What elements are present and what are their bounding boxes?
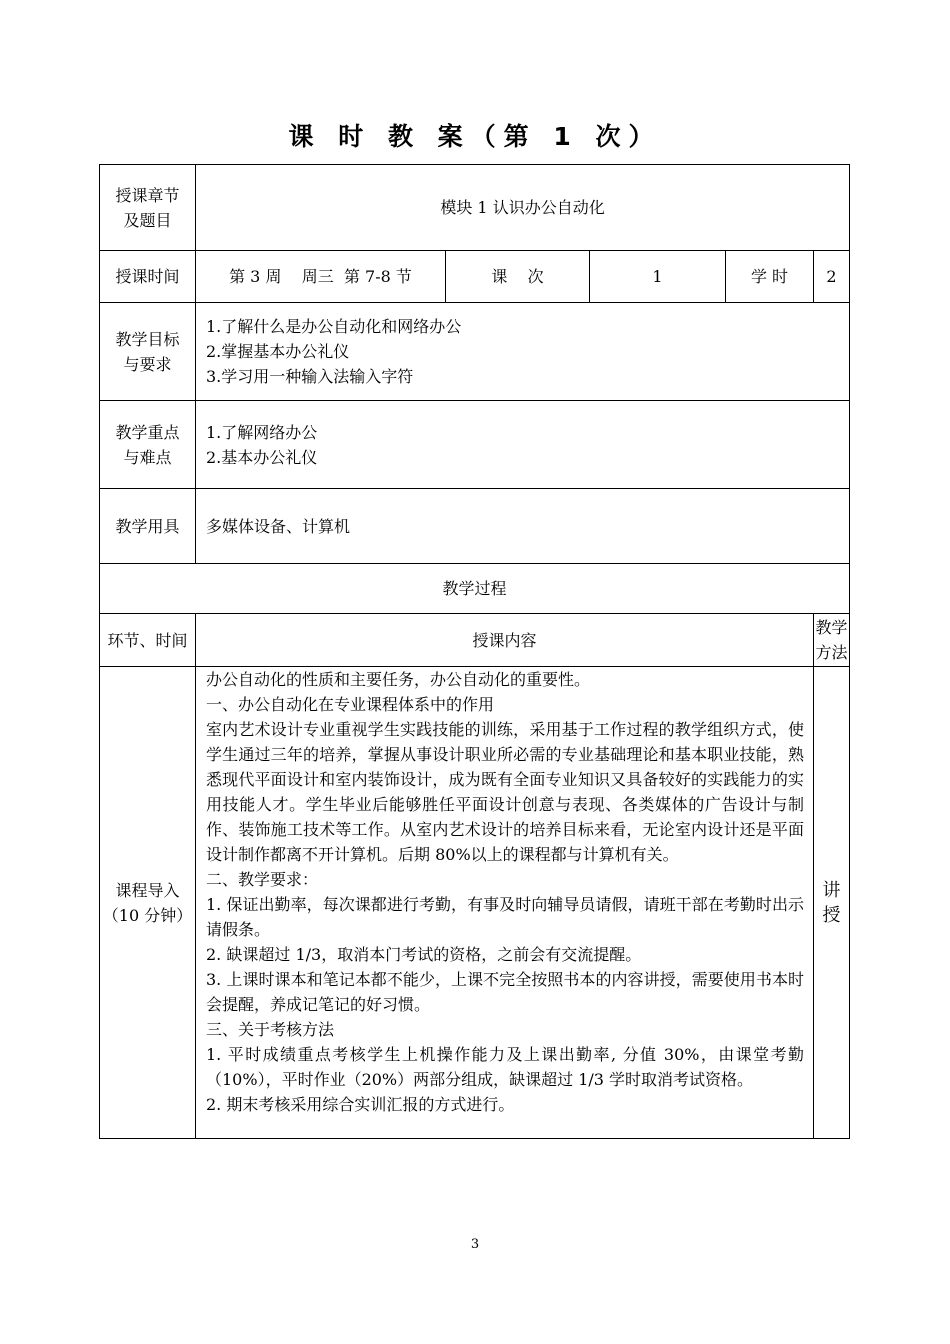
intro-paragraph: 二、教学要求：	[206, 870, 319, 889]
intro-paragraph: 办公自动化的性质和主要任务，办公自动化的重要性。	[206, 670, 591, 689]
lesson-plan-table	[99, 164, 850, 1139]
goal-item: 1.了解什么是办公自动化和网络办公	[206, 317, 462, 336]
chapter-row	[100, 165, 850, 251]
hours-label: 学 时	[726, 251, 814, 303]
intro-paragraph: 3. 上课时课本和笔记本都不能少，上课不完全按照书本的内容讲授，需要使用书本时会提醒，养成记笔记的好习惯。	[206, 970, 804, 1014]
goals-label-text: 教学目标 与要求	[115, 329, 180, 374]
intro-stage-text: 课程导入 （10 分钟）	[102, 880, 193, 925]
intro-row	[100, 667, 850, 1139]
session-label: 课 次	[446, 251, 590, 303]
intro-paragraph: 2. 期末考核采用综合实训汇报的方式进行。	[206, 1095, 515, 1114]
tools-row	[100, 489, 850, 564]
goals-label	[100, 303, 196, 401]
key-point-item: 2.基本办公礼仪	[206, 447, 318, 467]
tools-value: 多媒体设备、计算机	[196, 489, 850, 564]
process-title-row	[100, 564, 850, 614]
goal-item: 3.学习用一种输入法输入字符	[206, 367, 414, 386]
stage-column-header: 环节、时间	[100, 614, 196, 667]
chapter-label-text: 授课章节 及题目	[115, 185, 180, 230]
intro-content	[196, 667, 814, 1139]
goal-item: 2.掌握基本办公礼仪	[206, 342, 350, 361]
intro-paragraph: 1. 平时成绩重点考核学生上机操作能力及上课出勤率, 分值 30%，由课堂考勤（10%），平时作业（20%）两部分组成，缺课超过 1/3 学时取消考试资格。	[206, 1045, 804, 1089]
intro-paragraph: 室内艺术设计专业重视学生实践技能的训练，采用基于工作过程的教学组织方式，使学生通过三年的培养，掌握从事设计职业所必需的专业基础理论和基本职业技能，熟悉现代平面设计和室内装饰设计，成为既有全面专业知识又具备较好的实践能力的实用技能人才。学生毕业后能够胜任平面设计创意与表现、各类媒体的广告设计与制作、装饰施工技术等工作。从室内艺术设计的培养目标来看，无论室内设计还是平面设计制作都离不开计算机。后期 80%以上的课程都与计算机有关。	[206, 720, 804, 864]
intro-paragraph: 一、办公自动化在专业课程体系中的作用	[206, 695, 495, 714]
goals-content	[196, 303, 850, 401]
intro-paragraph: 2. 缺课超过 1/3，取消本门考试的资格，之前会有交流提醒。	[206, 945, 642, 964]
method-column-header: 教学方法	[814, 614, 850, 667]
chapter-label	[100, 165, 196, 251]
page-number: 3	[470, 1237, 480, 1252]
hours-value: 2	[814, 251, 850, 303]
key-points-label-text: 教学重点 与难点	[115, 422, 180, 467]
time-label: 授课时间	[100, 251, 196, 303]
key-points-row	[100, 401, 850, 489]
session-value: 1	[590, 251, 726, 303]
goals-row	[100, 303, 850, 401]
time-value: 第 3 周 周三 第 7-8 节	[196, 251, 446, 303]
page-title: 课 时 教 案（第 1 次）	[288, 122, 662, 151]
content-column-header: 授课内容	[196, 614, 814, 667]
intro-paragraph: 三、关于考核方法	[206, 1020, 335, 1039]
intro-method: 讲授	[814, 667, 850, 1139]
chapter-value: 模块 1 认识办公自动化	[196, 165, 850, 251]
process-header-row	[100, 614, 850, 667]
key-points-label	[100, 401, 196, 489]
tools-label: 教学用具	[100, 489, 196, 564]
intro-paragraph: 1. 保证出勤率，每次课都进行考勤，有事及时向辅导员请假，请班干部在考勤时出示请假条。	[206, 895, 804, 939]
key-point-item: 1.了解网络办公	[206, 422, 318, 442]
process-title: 教学过程	[100, 564, 850, 614]
time-row	[100, 251, 850, 303]
intro-stage	[100, 667, 196, 1139]
key-points-content	[196, 401, 850, 489]
